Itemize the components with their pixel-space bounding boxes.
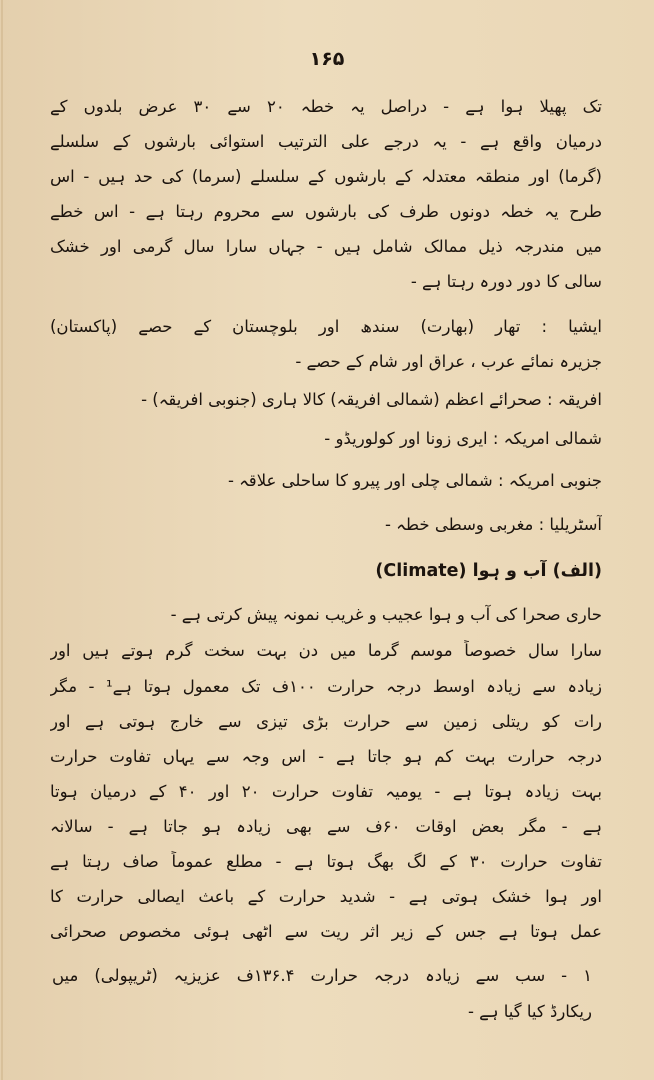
region-item: شمالی امریکہ : ایری زونا اور کولوریڈو - (324, 429, 602, 448)
page-number: ۱۶۵ (309, 48, 345, 70)
paragraph-2-line: سارا سال خصوصاً موسم گرما میں دن بہت سخت گرم ہوتے ہیں اور (50, 641, 602, 660)
section-heading: (الف) آب و ہوا (Climate) (375, 561, 602, 581)
paragraph-2-line: بہت زیادہ ہوتا ہے - یومیہ تفاوت حرارت ۲۰ اور ۴۰ کے درمیان ہوتا (50, 782, 602, 801)
paragraph-1-line: (گرما) اور منطقہ معتدلہ کے بارشوں کے سلسلے (سرما) کی حد ہیں - اس (50, 167, 602, 186)
paragraph-2-line: رات کو ریتلی زمین سے حرارت بڑی تیزی سے خارج ہوتی ہے اور (50, 712, 602, 731)
paragraph-2-line: حاری صحرا کی آب و ہوا عجیب و غریب نمونہ پیش کرتی ہے - (170, 605, 602, 624)
footnote-line: ریکارڈ کیا گیا ہے - (467, 1002, 592, 1021)
footnote-line: ۱ - سب سے زیادہ درجہ حرارت ۱۳۶.۴ف عزیزیہ (ٹریپولی) میں (52, 966, 592, 985)
paragraph-1-line: طرح یہ خطہ دونوں طرف کی بارشوں سے محروم رہتا ہے - اس خطے (50, 202, 602, 221)
paragraph-1-line: سالی کا دور دورہ رہتا ہے - (410, 272, 602, 291)
paragraph-2-line: اور ہوا خشک ہوتی ہے - شدید حرارت کے باعث ایصالی حرارت کا (50, 887, 602, 906)
paragraph-1-line: درمیان واقع ہے - یہ درجے علی الترتیب استوائی بارشوں کے سلسلے (50, 132, 602, 151)
paragraph-2-line: تفاوت حرارت ۳۰ کے لگ بھگ ہوتا ہے - مطلع عموماً صاف رہتا ہے (50, 852, 602, 871)
region-item: جنوبی امریکہ : شمالی چلی اور پیرو کا ساحلی علاقہ - (227, 471, 602, 490)
page-edge-shadow (1, 0, 3, 1080)
region-item: جزیرہ نمائے عرب ، عراق اور شام کے حصے - (295, 352, 602, 371)
region-item: افریقہ : صحرائے اعظم (شمالی افریقہ) کالا ہاری (جنوبی افریقہ) - (141, 390, 602, 409)
region-item: آسٹریلیا : مغربی وسطی خطہ - (384, 515, 602, 534)
paragraph-2-line: درجہ حرارت بہت کم ہو جاتا ہے - اس وجہ سے یہاں تفاوت حرارت (50, 747, 602, 766)
paragraph-2-line: زیادہ سے زیادہ اوسط درجہ حرارت ۱۰۰ف تک معمول ہوتا ہے¹ - مگر (50, 677, 602, 696)
paragraph-1-line: میں مندرجہ ذیل ممالک شامل ہیں - جہاں سارا سال گرمی اور خشک (50, 237, 602, 256)
paragraph-2-line: عمل ہوتا ہے جس کے زیر اثر ریت سے اٹھی ہوئی مخصوص صحرائی (50, 922, 602, 941)
paragraph-1-line: تک پھیلا ہوا ہے - دراصل یہ خطہ ۲۰ سے ۳۰ عرض بلدوں کے (50, 97, 602, 116)
region-item: ایشیا : تھار (بھارت) سندھ اور بلوچستان کے حصے (پاکستان) (50, 317, 602, 336)
paragraph-2-line: ہے - مگر بعض اوقات ۶۰ف سے بھی زیادہ ہو جاتا ہے - سالانہ (50, 817, 602, 836)
